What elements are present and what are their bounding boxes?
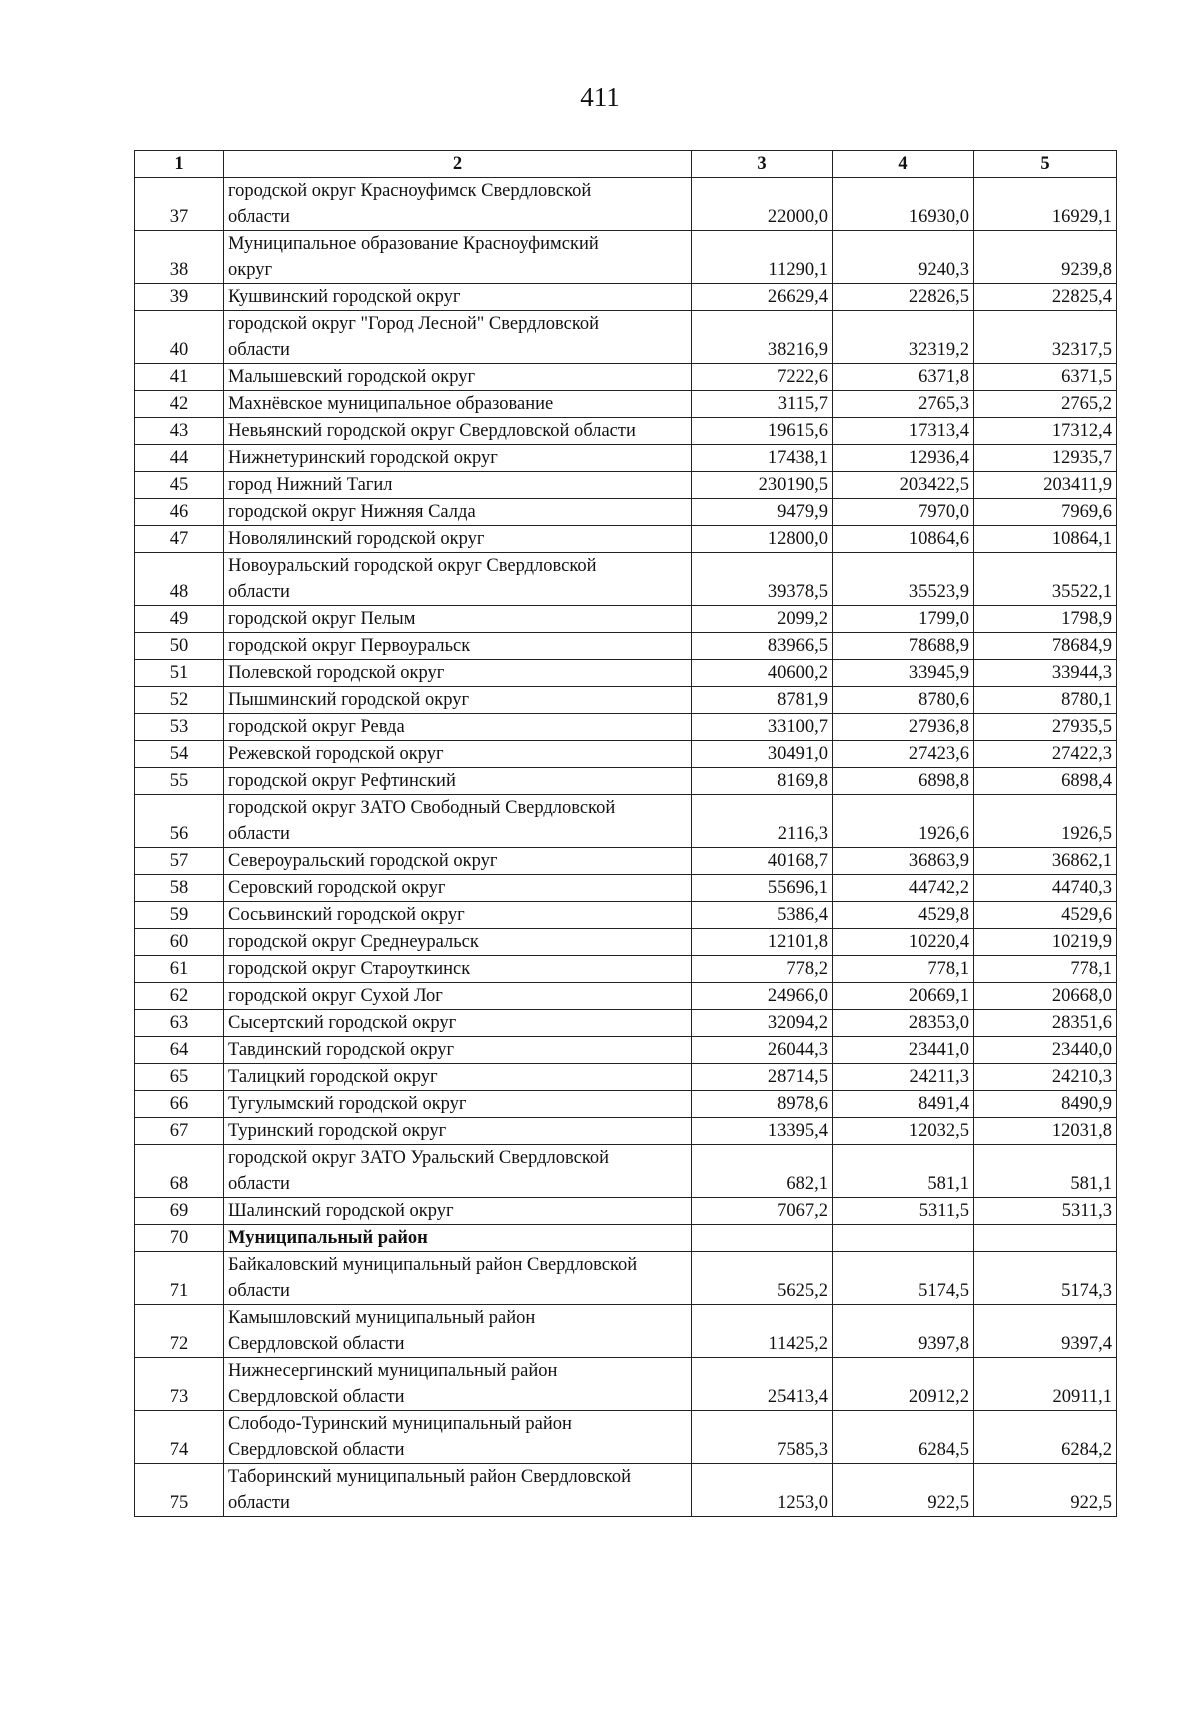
municipality-name [224,1464,692,1517]
municipality-name-line: Тугулымский городской округ [228,1094,467,1114]
page-number: 411 [580,82,620,112]
municipality-name-line: Серовский городской округ [228,878,446,898]
value-col-3: 8169,8 [692,768,833,795]
value-col-5: 17312,4 [974,418,1117,445]
value-col-3: 2116,3 [692,795,833,848]
value-col-5: 20668,0 [974,983,1117,1010]
value-col-5: 1926,5 [974,795,1117,848]
municipality-name-line: Туринский городской округ [228,1121,447,1141]
header-row [135,151,1117,178]
value-col-5: 24210,3 [974,1064,1117,1091]
row-number: 61 [135,956,224,983]
table-row [135,902,1117,929]
value-col-4: 28353,0 [833,1010,974,1037]
value-col-4: 8491,4 [833,1091,974,1118]
table-row [135,1225,1117,1252]
row-number: 37 [135,178,224,231]
row-number: 45 [135,472,224,499]
municipality-name [224,553,692,606]
value-col-5: 778,1 [974,956,1117,983]
row-number: 48 [135,553,224,606]
table-row [135,714,1117,741]
value-col-4: 24211,3 [833,1064,974,1091]
value-col-4: 4529,8 [833,902,974,929]
value-col-5: 6898,4 [974,768,1117,795]
table-row [135,1198,1117,1225]
table-row [135,741,1117,768]
row-number: 49 [135,606,224,633]
municipality-name-line: Североуральский городской округ [228,851,498,871]
value-col-3: 25413,4 [692,1358,833,1411]
table-row [135,848,1117,875]
value-col-3: 32094,2 [692,1010,833,1037]
table-body [135,178,1117,1517]
row-number: 63 [135,1010,224,1037]
value-col-4: 581,1 [833,1145,974,1198]
municipality-name-line: Нижнетуринский городской округ [228,448,498,468]
municipality-name-line: Малышевский городской округ [228,367,476,387]
value-col-3: 17438,1 [692,445,833,472]
municipality-name-line: области [228,1174,290,1194]
value-col-5: 581,1 [974,1145,1117,1198]
table-row [135,633,1117,660]
municipality-name-line: городской округ Староуткинск [228,959,471,979]
value-col-5: 36862,1 [974,848,1117,875]
header-col-4: 4 [833,151,974,178]
municipality-name [224,472,692,499]
value-col-4 [833,1225,974,1252]
municipality-name-line: городской округ Среднеуральск [228,932,479,952]
table-row [135,1037,1117,1064]
row-number: 46 [135,499,224,526]
table-row [135,929,1117,956]
municipality-name-line: Махнёвское муниципальное образование [228,394,554,414]
value-col-3: 8781,9 [692,687,833,714]
municipality-name-line: городской округ Первоуральск [228,636,471,656]
municipality-name [224,1358,692,1411]
row-number: 74 [135,1411,224,1464]
municipality-name [224,741,692,768]
value-col-3: 7585,3 [692,1411,833,1464]
municipality-name-line: город Нижний Тагил [228,475,393,495]
header-col-3: 3 [692,151,833,178]
municipality-name [224,956,692,983]
value-col-3: 22000,0 [692,178,833,231]
municipality-name [224,1145,692,1198]
row-number: 40 [135,311,224,364]
municipality-name-line: Новолялинский городской округ [228,529,485,549]
value-col-3: 55696,1 [692,875,833,902]
municipality-name-line: округ [228,260,273,280]
table-row [135,364,1117,391]
value-col-5: 2765,2 [974,391,1117,418]
value-col-4: 922,5 [833,1464,974,1517]
municipality-name [224,1252,692,1305]
value-col-4: 17313,4 [833,418,974,445]
row-number: 57 [135,848,224,875]
value-col-3: 83966,5 [692,633,833,660]
value-col-5: 27935,5 [974,714,1117,741]
value-col-5: 922,5 [974,1464,1117,1517]
value-col-4: 7970,0 [833,499,974,526]
municipality-name-line: Кушвинский городской округ [228,287,461,307]
row-number: 59 [135,902,224,929]
value-col-5 [974,1225,1117,1252]
municipality-name [224,1118,692,1145]
row-number: 53 [135,714,224,741]
value-col-5: 7969,6 [974,499,1117,526]
municipality-name [224,1225,692,1252]
municipality-name [224,929,692,956]
value-col-3: 40600,2 [692,660,833,687]
value-col-5: 9239,8 [974,231,1117,284]
value-col-4: 27423,6 [833,741,974,768]
value-col-3: 13395,4 [692,1118,833,1145]
value-col-5: 8780,1 [974,687,1117,714]
municipality-name [224,231,692,284]
municipality-name-line: Полевской городской округ [228,663,445,683]
municipality-name [224,1064,692,1091]
table-row [135,1118,1117,1145]
value-col-3: 11425,2 [692,1305,833,1358]
value-col-4: 36863,9 [833,848,974,875]
municipality-name-line: городской округ Рефтинский [228,771,456,791]
municipality-name [224,1411,692,1464]
value-col-4: 1926,6 [833,795,974,848]
value-col-4: 32319,2 [833,311,974,364]
municipality-name-line: области [228,1281,290,1301]
table-row [135,1091,1117,1118]
table-row [135,875,1117,902]
municipality-name [224,1010,692,1037]
value-col-5: 12031,8 [974,1118,1117,1145]
value-col-5: 5311,3 [974,1198,1117,1225]
value-col-5: 33944,3 [974,660,1117,687]
table-row [135,795,1117,848]
table-row [135,606,1117,633]
municipality-name [224,902,692,929]
municipality-name-line: Сысертский городской округ [228,1013,457,1033]
municipality-name-line: области [228,824,290,844]
table-row [135,1358,1117,1411]
table-row [135,391,1117,418]
value-col-4: 2765,3 [833,391,974,418]
row-number: 42 [135,391,224,418]
value-col-5: 5174,3 [974,1252,1117,1305]
table-row [135,418,1117,445]
row-number: 73 [135,1358,224,1411]
value-col-4: 44742,2 [833,875,974,902]
value-col-5: 23440,0 [974,1037,1117,1064]
municipality-name [224,714,692,741]
municipality-name-line: Муниципальный район [228,1228,428,1248]
value-col-3: 26044,3 [692,1037,833,1064]
value-col-5: 10864,1 [974,526,1117,553]
municipality-name [224,983,692,1010]
value-col-3: 5386,4 [692,902,833,929]
municipality-name-line: Таборинский муниципальный район Свердловской [228,1467,631,1487]
municipality-name [224,1305,692,1358]
value-col-4: 35523,9 [833,553,974,606]
value-col-3: 9479,9 [692,499,833,526]
value-col-4: 10220,4 [833,929,974,956]
value-col-3: 2099,2 [692,606,833,633]
municipality-name [224,311,692,364]
value-col-3: 778,2 [692,956,833,983]
table-row [135,1305,1117,1358]
value-col-4: 10864,6 [833,526,974,553]
municipality-name [224,606,692,633]
table-row [135,1252,1117,1305]
municipality-name [224,687,692,714]
municipality-name [224,1198,692,1225]
value-col-4: 33945,9 [833,660,974,687]
table-row [135,472,1117,499]
row-number: 64 [135,1037,224,1064]
row-number: 65 [135,1064,224,1091]
municipality-name-line: Талицкий городской округ [228,1067,438,1087]
row-number: 47 [135,526,224,553]
value-col-5: 9397,4 [974,1305,1117,1358]
table-row [135,1464,1117,1517]
row-number: 54 [135,741,224,768]
table-row [135,1145,1117,1198]
value-col-5: 44740,3 [974,875,1117,902]
municipality-name-line: городской округ ЗАТО Уральский Свердловской [228,1148,610,1168]
header-col-5: 5 [974,151,1117,178]
row-number: 66 [135,1091,224,1118]
table-row [135,687,1117,714]
row-number: 62 [135,983,224,1010]
row-number: 75 [135,1464,224,1517]
value-col-5: 78684,9 [974,633,1117,660]
table-row [135,1010,1117,1037]
row-number: 44 [135,445,224,472]
municipality-name-line: городской округ Нижняя Салда [228,502,476,522]
value-col-3: 19615,6 [692,418,833,445]
value-col-4: 8780,6 [833,687,974,714]
value-col-3: 40168,7 [692,848,833,875]
value-col-4: 20912,2 [833,1358,974,1411]
value-col-5: 10219,9 [974,929,1117,956]
value-col-4: 22826,5 [833,284,974,311]
municipality-name [224,526,692,553]
value-col-3: 230190,5 [692,472,833,499]
municipality-name [224,1091,692,1118]
value-col-4: 12936,4 [833,445,974,472]
table-row [135,768,1117,795]
municipality-name-line: Сосьвинский городской округ [228,905,465,925]
municipality-name-line: Режевской городской округ [228,744,444,764]
value-col-3: 11290,1 [692,231,833,284]
municipality-name-line: Пышминский городской округ [228,690,470,710]
municipality-name [224,364,692,391]
value-col-3: 1253,0 [692,1464,833,1517]
municipality-name-line: Муниципальное образование Красноуфимский [228,234,599,254]
row-number: 39 [135,284,224,311]
value-col-4: 23441,0 [833,1037,974,1064]
value-col-4: 778,1 [833,956,974,983]
municipality-name-line: Байкаловский муниципальный район Свердловской [228,1255,638,1275]
municipality-name [224,284,692,311]
municipality-name-line: области [228,340,290,360]
header-col-1: 1 [135,151,224,178]
value-col-4: 5174,5 [833,1252,974,1305]
table-row [135,956,1117,983]
municipality-name-line: Нижнесергинский муниципальный район [228,1361,558,1381]
municipality-name [224,445,692,472]
value-col-5: 28351,6 [974,1010,1117,1037]
value-col-5: 6371,5 [974,364,1117,391]
table-row [135,553,1117,606]
municipality-name-line: области [228,582,290,602]
value-col-4: 5311,5 [833,1198,974,1225]
budget-table [134,150,1117,1517]
municipality-name-line: городской округ "Город Лесной" Свердловской [228,314,600,334]
value-col-3: 33100,7 [692,714,833,741]
table-row [135,983,1117,1010]
value-col-5: 20911,1 [974,1358,1117,1411]
municipality-name-line: городской округ Красноуфимск Свердловской [228,181,592,201]
value-col-3: 24966,0 [692,983,833,1010]
value-col-4: 9240,3 [833,231,974,284]
municipality-name [224,633,692,660]
value-col-4: 78688,9 [833,633,974,660]
value-col-4: 20669,1 [833,983,974,1010]
value-col-4: 6284,5 [833,1411,974,1464]
table-row [135,499,1117,526]
row-number: 52 [135,687,224,714]
row-number: 41 [135,364,224,391]
municipality-name-line: городской округ Пелым [228,609,416,629]
value-col-3: 5625,2 [692,1252,833,1305]
row-number: 60 [135,929,224,956]
value-col-3: 7067,2 [692,1198,833,1225]
municipality-name-line: Слободо-Туринский муниципальный район [228,1414,572,1434]
value-col-3: 8978,6 [692,1091,833,1118]
value-col-5: 8490,9 [974,1091,1117,1118]
value-col-3: 682,1 [692,1145,833,1198]
row-number: 38 [135,231,224,284]
municipality-name-line: Шалинский городской округ [228,1201,454,1221]
value-col-5: 32317,5 [974,311,1117,364]
municipality-name-line: городской округ Ревда [228,717,405,737]
municipality-name [224,768,692,795]
row-number: 67 [135,1118,224,1145]
municipality-name-line: Свердловской области [228,1334,405,1354]
table-row [135,445,1117,472]
value-col-5: 12935,7 [974,445,1117,472]
value-col-3: 38216,9 [692,311,833,364]
value-col-5: 16929,1 [974,178,1117,231]
value-col-4: 6898,8 [833,768,974,795]
municipality-name [224,660,692,687]
value-col-4: 16930,0 [833,178,974,231]
table-row [135,284,1117,311]
value-col-3: 7222,6 [692,364,833,391]
header-col-2: 2 [224,151,692,178]
row-number: 55 [135,768,224,795]
row-number: 72 [135,1305,224,1358]
table-header [135,151,1117,178]
municipality-name [224,418,692,445]
municipality-name-line: Новоуральский городской округ Свердловской [228,556,597,576]
row-number: 56 [135,795,224,848]
value-col-5: 203411,9 [974,472,1117,499]
municipality-name-line: области [228,207,290,227]
value-col-3: 26629,4 [692,284,833,311]
value-col-3: 30491,0 [692,741,833,768]
value-col-3: 28714,5 [692,1064,833,1091]
table-row [135,231,1117,284]
table-row [135,311,1117,364]
table-row [135,1064,1117,1091]
value-col-4: 27936,8 [833,714,974,741]
row-number: 70 [135,1225,224,1252]
municipality-name-line: Свердловской области [228,1440,405,1460]
value-col-5: 35522,1 [974,553,1117,606]
value-col-4: 6371,8 [833,364,974,391]
municipality-name [224,178,692,231]
municipality-name [224,1037,692,1064]
municipality-name-line: городской округ ЗАТО Свободный Свердловской [228,798,616,818]
table-row [135,660,1117,687]
table-row [135,526,1117,553]
municipality-name-line: Камышловский муниципальный район [228,1308,536,1328]
value-col-3 [692,1225,833,1252]
row-number: 50 [135,633,224,660]
municipality-name-line: городской округ Сухой Лог [228,986,443,1006]
value-col-5: 1798,9 [974,606,1117,633]
value-col-4: 203422,5 [833,472,974,499]
municipality-name [224,795,692,848]
municipality-name [224,391,692,418]
municipality-name [224,848,692,875]
value-col-3: 12101,8 [692,929,833,956]
table-row [135,178,1117,231]
value-col-4: 1799,0 [833,606,974,633]
value-col-3: 39378,5 [692,553,833,606]
municipality-name [224,875,692,902]
row-number: 68 [135,1145,224,1198]
row-number: 71 [135,1252,224,1305]
value-col-5: 6284,2 [974,1411,1117,1464]
value-col-5: 22825,4 [974,284,1117,311]
row-number: 58 [135,875,224,902]
table-row [135,1411,1117,1464]
municipality-name-line: области [228,1493,290,1513]
value-col-3: 3115,7 [692,391,833,418]
municipality-name [224,499,692,526]
municipality-name-line: Невьянский городской округ Свердловской области [228,421,636,441]
municipality-name-line: Свердловской области [228,1387,405,1407]
value-col-4: 9397,8 [833,1305,974,1358]
municipality-name-line: Тавдинский городской округ [228,1040,455,1060]
value-col-3: 12800,0 [692,526,833,553]
row-number: 69 [135,1198,224,1225]
value-col-5: 4529,6 [974,902,1117,929]
row-number: 51 [135,660,224,687]
value-col-4: 12032,5 [833,1118,974,1145]
row-number: 43 [135,418,224,445]
value-col-5: 27422,3 [974,741,1117,768]
